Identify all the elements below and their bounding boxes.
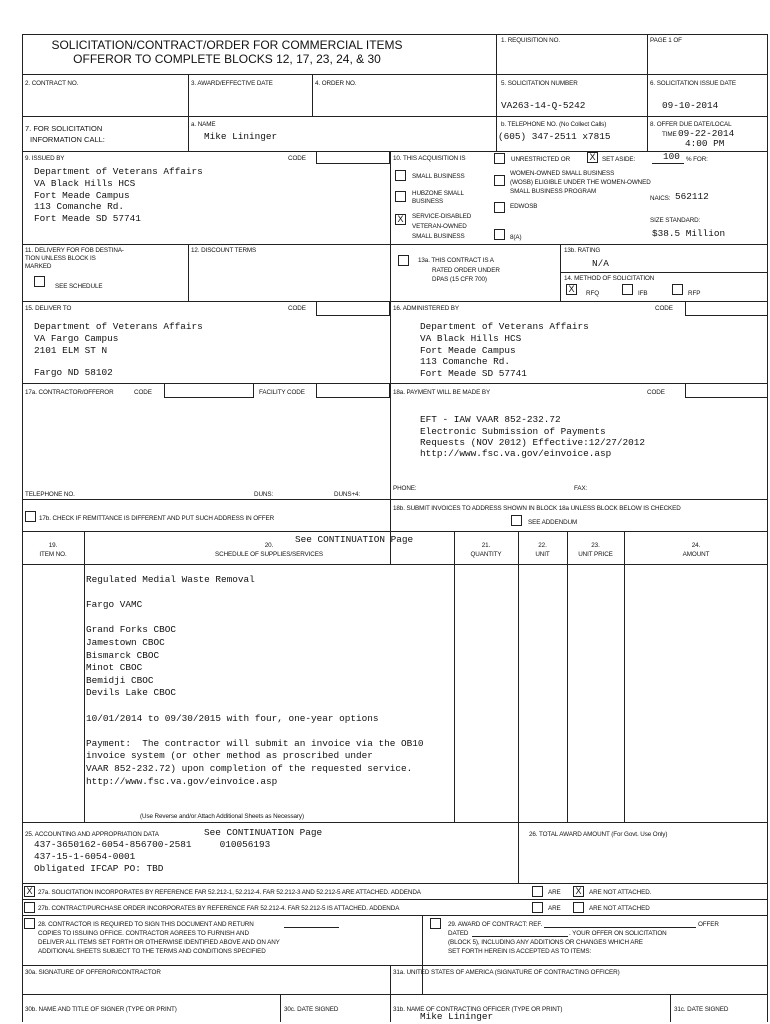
issue-date: 09-10-2014 [662, 100, 719, 111]
total-award-label: 26. TOTAL AWARD AMOUNT (For Govt. Use Only) [529, 831, 668, 838]
sdvosb-label-3: SMALL BUSINESS [412, 233, 465, 240]
see-schedule-checkbox[interactable] [34, 276, 45, 287]
issue-date-label: 6. SOLICITATION ISSUE DATE [650, 80, 736, 87]
contract-no-label: 2. CONTRACT NO. [25, 80, 79, 87]
delivery-label-1: 11. DELIVERY FOR FOB DESTINA- [25, 247, 124, 254]
payment-line-1: EFT - IAW VAAR 852-232.72 [420, 414, 561, 425]
ifb-label: IFB [638, 290, 648, 297]
rating-label: 13b. RATING [564, 247, 601, 254]
schedule-line [86, 725, 424, 738]
naics-code: 562112 [675, 191, 709, 202]
29-offer: OFFER [698, 921, 719, 928]
28-line-4: ADDITIONAL SHEETS SUBJECT TO THE TERMS AND CONDITIONS SPECIFIED [38, 948, 266, 955]
schedule-line: Bismarck CBOC [86, 649, 160, 661]
eight-a-checkbox[interactable] [494, 229, 505, 240]
28-line-2: COPIES TO ISSUING OFFICE. CONTRACTOR AGREES TO FURNISH AND [38, 930, 249, 937]
29-line-3: (BLOCK 5), INCLUDING ANY ADDITIONS OR CHANGES WHICH ARE [448, 939, 643, 946]
phone-label-18: PHONE: [393, 485, 417, 492]
contractor-code-label: CODE [134, 389, 152, 396]
27a-text: 27a. SOLICITATION INCORPORATES BY REFERENCE FAR 52.212-1, 52.212-4. FAR 52.212-3 AND 52.212-5 ARE ATTACHED. ADDENDA [38, 889, 421, 896]
28-line-3: DELIVER ALL ITEMS SET FORTH OR OTHERWISE IDENTIFIED ABOVE AND ON ANY [38, 939, 280, 946]
issued-by-line-2: VA Black Hills HCS [34, 178, 136, 189]
payment-code-label: CODE [647, 389, 665, 396]
27a-are-label: ARE [548, 889, 561, 896]
wosb-label-1: WOMEN-OWNED SMALL BUSINESS [510, 170, 615, 177]
wosb-label-3: SMALL BUSINESS PROGRAM [510, 188, 597, 195]
30b-label: 30b. NAME AND TITLE OF SIGNER (TYPE OR PRINT) [25, 1006, 177, 1013]
29-line-4: SET FORTH HEREIN IS ACCEPTED AS TO ITEMS: [448, 948, 592, 955]
deliver-to-code-label: CODE [288, 305, 306, 312]
schedule-line: Grand Forks CBOC [86, 624, 177, 636]
set-aside-checkbox[interactable]: X [587, 152, 598, 163]
27b-not-attached-label: ARE NOT ATTACHED [589, 905, 650, 912]
deliver-to-line-2: VA Fargo Campus [34, 333, 119, 344]
col-21-number: 21. [481, 542, 491, 549]
col-19-header: ITEM NO. [39, 551, 67, 558]
time-label: TIME [662, 131, 677, 138]
administered-by-code-label: CODE [655, 305, 673, 312]
wosb-label-2: (WOSB) ELIGIBLE UNDER THE WOMEN-OWNED [510, 179, 651, 186]
delivery-label-2: TION UNLESS BLOCK IS [25, 255, 96, 262]
schedule-footnote: (Use Reverse and/or Attach Additional Sheets as Necessary) [140, 813, 304, 820]
contractor-label: 17a. CONTRACTOR/OFFEROR [25, 389, 114, 396]
facility-code-field[interactable] [316, 383, 390, 398]
name-label: a. NAME [191, 121, 216, 128]
page-label: PAGE 1 OF [650, 37, 682, 44]
size-standard-label: SIZE STANDARD: [650, 217, 701, 224]
accounting-line-3: Obligated IFCAP PO: TBD [34, 863, 164, 874]
for-info-label-2: INFORMATION CALL: [30, 135, 105, 144]
remittance-label: 17b. CHECK IF REMITTANCE IS DIFFERENT AND PUT SUCH ADDRESS IN OFFER [39, 515, 275, 522]
administered-by-line-5: Fort Meade SD 57741 [420, 368, 527, 379]
30c-label: 30c. DATE SIGNED [284, 1006, 339, 1013]
29-line-2: DATED [448, 930, 469, 937]
issued-by-line-3: Fort Meade Campus [34, 190, 130, 201]
solicitation-number-label: 5. SOLICITATION NUMBER [501, 80, 578, 87]
rfp-checkbox[interactable] [672, 284, 683, 295]
col-20-header: SCHEDULE OF SUPPLIES/SERVICES [215, 551, 323, 558]
27a-checkbox[interactable]: X [24, 886, 35, 897]
accounting-line-1: 437-3650162-6054-856700-2581 010056193 [34, 839, 271, 850]
small-business-label: SMALL BUSINESS [412, 173, 465, 180]
telephone-label: TELEPHONE NO. [25, 491, 75, 498]
ifb-checkbox[interactable] [622, 284, 633, 295]
administered-by-line-2: VA Black Hills HCS [420, 333, 522, 344]
issued-by-label: 9. ISSUED BY [25, 155, 65, 162]
schedule-line: 10/01/2014 to 09/30/2015 with four, one-year options [86, 712, 379, 724]
col-19-number: 19. [48, 542, 58, 549]
accounting-label: 25. ACCOUNTING AND APPROPRIATION DATA [25, 831, 159, 838]
schedule-line: Devils Lake CBOC [86, 687, 177, 699]
contact-name: Mike Lininger [204, 131, 278, 142]
wosb-checkbox[interactable] [494, 175, 505, 186]
27b-are-label: ARE [548, 905, 561, 912]
contracting-officer-name: Mike Lininger [420, 1011, 494, 1022]
fax-label: FAX: [574, 485, 588, 492]
sdvosb-label-1: SERVICE-DISABLED [412, 213, 472, 220]
hubzone-checkbox[interactable] [395, 191, 406, 202]
27a-are-checkbox[interactable] [532, 886, 543, 897]
deliver-to-label: 15. DELIVER TO [25, 305, 72, 312]
offer-due-date: 09-22-2014 [678, 128, 735, 139]
30a-label: 30a. SIGNATURE OF OFFEROR/CONTRACTOR [25, 969, 161, 976]
facility-code-label: FACILITY CODE [259, 389, 305, 396]
rating-value: N/A [592, 258, 609, 269]
schedule-line [86, 612, 424, 625]
schedule-description [86, 574, 424, 788]
administered-by-line-4: 113 Comanche Rd. [420, 356, 511, 367]
schedule-line: Jamestown CBOC [86, 636, 165, 648]
see-schedule-label: SEE SCHEDULE [55, 283, 103, 290]
31a-label: 31a. UNITED STATES OF AMERICA (SIGNATURE OF CONTRACTING OFFICER) [393, 969, 620, 976]
schedule-line: Fargo VAMC [86, 599, 143, 611]
schedule-line: Bemidji CBOC [86, 674, 154, 686]
schedule-line [86, 587, 424, 600]
27b-text: 27b. CONTRACT/PURCHASE ORDER INCORPORATES BY REFERENCE FAR 52.212-4. FAR 52.212-5 IS ATTACHED. ADDENDA [38, 905, 400, 912]
offer-due-time: 4:00 PM [685, 138, 725, 149]
31c-label: 31c. DATE SIGNED [674, 1006, 729, 1013]
27b-checkbox[interactable] [24, 902, 35, 913]
rfq-checkbox[interactable]: X [566, 284, 577, 295]
sdvosb-checkbox[interactable]: X [395, 214, 406, 225]
payment-line-3: Requests (NOV 2012) Effective:12/27/2012 [420, 437, 646, 448]
phone-label: b. TELEPHONE NO. (No Collect Calls) [501, 121, 607, 128]
percent-for-label: % FOR: [686, 156, 708, 163]
contact-phone: (605) 347-2511 x7815 [498, 131, 611, 142]
method-label: 14. METHOD OF SOLICITATION [564, 275, 655, 282]
29-checkbox[interactable] [430, 918, 441, 929]
see-addendum-label: SEE ADDENDUM [528, 519, 578, 526]
submit-invoices-label: 18b. SUBMIT INVOICES TO ADDRESS SHOWN IN BLOCK 18a UNLESS BLOCK BELOW IS CHECKED [393, 505, 681, 512]
payment-code-field[interactable] [685, 383, 768, 398]
col-24-number: 24. [691, 542, 701, 549]
payment-line-2: Electronic Submission of Payments [420, 426, 606, 437]
offer-due-label: 8. OFFER DUE DATE/LOCAL [650, 121, 732, 128]
col-22-header: UNIT [535, 551, 550, 558]
edwosb-checkbox[interactable] [494, 202, 505, 213]
schedule-line: invoice system (or other method as proscribed under [86, 750, 373, 762]
schedule-line: VAAR 852-232.72) upon completion of the requested service. [86, 762, 413, 774]
schedule-line: http://www.fsc.va.gov/einvoice.asp [86, 775, 278, 787]
accounting-note: See CONTINUATION Page [204, 827, 323, 838]
rated-order-label-3: DPAS (15 CFR 700) [432, 276, 487, 283]
27a-not-attached-checkbox[interactable]: X [573, 886, 584, 897]
unrestricted-label: UNRESTRICTED OR [511, 156, 571, 163]
duns4-label: DUNS+4: [334, 491, 361, 498]
issued-by-line-1: Department of Veterans Affairs [34, 166, 203, 177]
29-line-1: 29. AWARD OF CONTRACT: REF. [448, 921, 543, 928]
size-standard: $38.5 Million [652, 228, 726, 239]
unrestricted-checkbox[interactable] [494, 153, 505, 164]
col-23-number: 23. [591, 542, 600, 549]
for-info-label: 7. FOR SOLICITATION [25, 124, 103, 133]
deliver-to-line-1: Department of Veterans Affairs [34, 321, 203, 332]
issued-by-line-5: Fort Meade SD 57741 [34, 213, 141, 224]
schedule-line: Payment: The contractor will submit an invoice via the OB10 [86, 737, 424, 749]
set-aside-percent: 100 [663, 151, 680, 162]
remittance-checkbox[interactable] [25, 511, 36, 522]
duns-label: DUNS: [254, 491, 274, 498]
set-aside-label: SET ASIDE: [602, 156, 636, 163]
eight-a-label: 8(A) [510, 234, 522, 241]
col-22-number: 22. [538, 542, 547, 549]
small-business-checkbox[interactable] [395, 170, 406, 181]
administered-by-code-field[interactable] [685, 301, 768, 316]
issued-by-code-label: CODE [288, 155, 306, 162]
27b-are-checkbox[interactable] [532, 902, 543, 913]
administered-by-line-3: Fort Meade Campus [420, 345, 516, 356]
hubzone-label-1: HUBZONE SMALL [412, 190, 464, 197]
payment-label: 18a. PAYMENT WILL BE MADE BY [393, 389, 491, 396]
see-addendum-checkbox[interactable] [511, 515, 522, 526]
administered-by-line-1: Department of Veterans Affairs [420, 321, 589, 332]
schedule-line [86, 700, 424, 713]
schedule-line: Regulated Medial Waste Removal [86, 574, 255, 585]
requisition-label: 1. REQUISITION NO. [501, 37, 561, 44]
edwosb-label: EDWOSB [510, 203, 538, 210]
col-20-note: See CONTINUATION Page [295, 534, 414, 545]
col-20-number: 20. [264, 542, 274, 549]
administered-by-label: 16. ADMINISTERED BY [393, 305, 459, 312]
acquisition-label: 10. THIS ACQUISITION IS [393, 155, 466, 162]
discount-terms-label: 12. DISCOUNT TERMS [191, 247, 257, 254]
rated-order-checkbox[interactable] [398, 255, 409, 266]
issued-by-code-field[interactable] [316, 151, 390, 164]
accounting-line-2: 437-15-1-6054-0001 [34, 851, 136, 862]
hubzone-label-2: BUSINESS [412, 198, 444, 205]
solicitation-number: VA263-14-Q-5242 [501, 100, 586, 111]
col-23-header: UNIT PRICE [578, 551, 613, 558]
schedule-line: Minot CBOC [86, 662, 143, 674]
28-checkbox[interactable] [24, 918, 35, 929]
payment-line-4: http://www.fsc.va.gov/einvoice.asp [420, 448, 612, 459]
sf1449-form [22, 34, 768, 1022]
order-no-label: 4. ORDER NO. [315, 80, 357, 87]
rated-order-label-1: 13a. THIS CONTRACT IS A [418, 257, 494, 264]
deliver-to-line-5: Fargo ND 58102 [34, 367, 113, 378]
rfq-label: RFQ [586, 290, 599, 297]
issued-by-line-4: 113 Comanche Rd. [34, 201, 125, 212]
27b-not-attached-checkbox[interactable] [573, 902, 584, 913]
sdvosb-label-2: VETERAN-OWNED [412, 223, 467, 230]
form-title: SOLICITATION/CONTRACT/ORDER FOR COMMERCIAL ITEMS [51, 38, 403, 52]
28-line-1: 28. CONTRACTOR IS REQUIRED TO SIGN THIS DOCUMENT AND RETURN [38, 921, 254, 928]
deliver-to-code-field[interactable] [316, 301, 390, 316]
award-date-label: 3. AWARD/EFFECTIVE DATE [191, 80, 273, 87]
delivery-label-3: MARKED [25, 263, 52, 270]
rfp-label: RFP [688, 290, 701, 297]
27a-not-attached-label: ARE NOT ATTACHED. [589, 889, 652, 896]
col-21-header: QUANTITY [470, 551, 502, 558]
deliver-to-line-3: 2101 ELM ST N [34, 345, 108, 356]
rated-order-label-2: RATED ORDER UNDER [432, 267, 500, 274]
contractor-code-field[interactable] [164, 383, 254, 398]
29-line-2b: . YOUR OFFER ON SOLICITATION [569, 930, 667, 937]
naics-label: NAICS: [650, 195, 671, 202]
form-subtitle: OFFEROR TO COMPLETE BLOCKS 12, 17, 23, 24, & 30 [73, 52, 381, 66]
col-24-header: AMOUNT [682, 551, 710, 558]
31b-label: 31b. NAME OF CONTRACTING OFFICER (TYPE OR PRINT) [393, 1006, 563, 1013]
